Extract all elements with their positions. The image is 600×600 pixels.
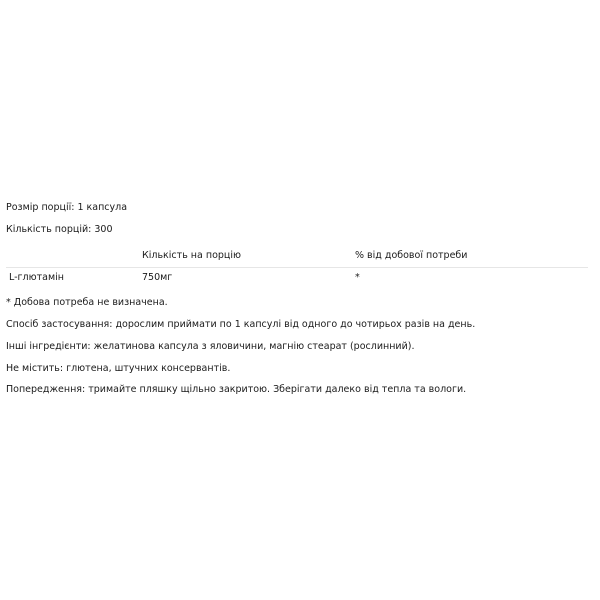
footnote-text: * Добова потреба не визначена. [6, 297, 168, 308]
table-header-row [6, 246, 588, 268]
warning-text: Попередження: тримайте пляшку щільно закритою. Зберігати далеко від тепла та вологи. [6, 384, 467, 395]
table-row [6, 268, 588, 289]
free-from-text: Не містить: глютена, штучних консервантів. [6, 363, 231, 374]
ingredient-name: L-глютамін [9, 272, 64, 283]
usage-text: Спосіб застосування: дорослим приймати по 1 капсулі від одного до чотирьох разів на день. [6, 319, 476, 330]
ingredient-daily-value: * [355, 272, 360, 283]
serving-size-text: Розмір порції: 1 капсула [6, 202, 128, 213]
header-daily-value: % від добової потреби [355, 250, 468, 261]
ingredient-amount: 750мг [142, 272, 173, 283]
header-amount-per-serving: Кількість на порцію [142, 250, 242, 261]
supplement-facts-table [6, 246, 588, 289]
other-ingredients-text: Інші інгредієнти: желатинова капсула з яловичини, магнію стеарат (рослинний). [6, 341, 415, 352]
servings-count-text: Кількість порцій: 300 [6, 224, 113, 235]
